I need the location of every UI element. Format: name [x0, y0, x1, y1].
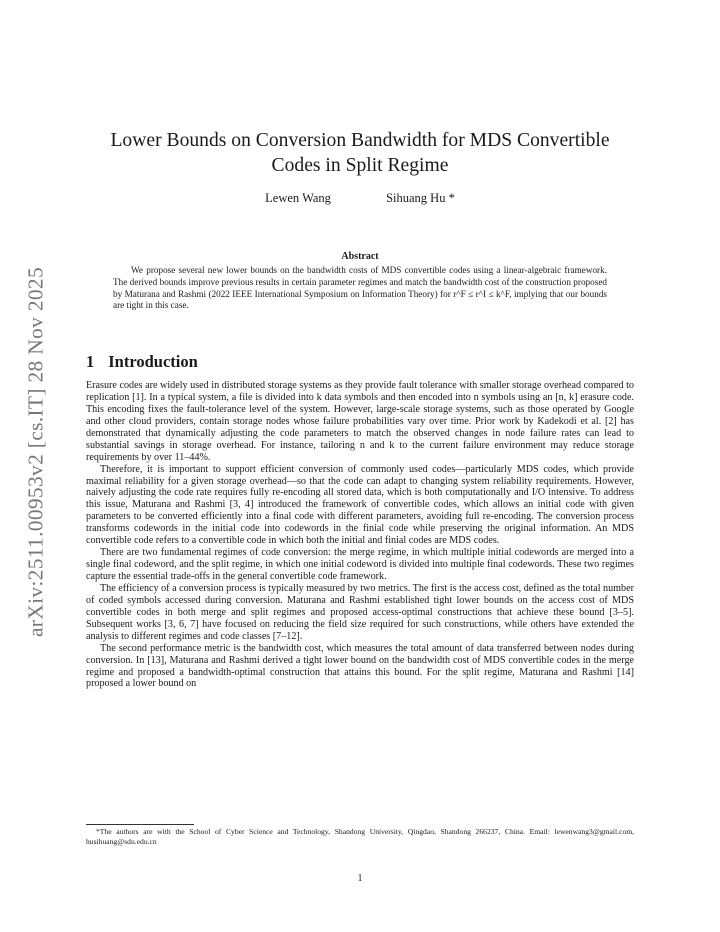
- section-heading: [86, 352, 198, 372]
- arxiv-id: arXiv:2511.00953v2 [cs.IT] 28 Nov 2025: [23, 266, 48, 638]
- paper-title: Lower Bounds on Conversion Bandwidth for MDS Convertible Codes in Split Regime: [110, 130, 610, 176]
- paragraph: The second performance metric is the bandwidth cost, which measures the total amount of data transferred between nodes during conversion. In [13], Maturana and Rashmi derived a tight lower bound on the bandwidth cost of MDS convertible codes in the merge regime and proposed a bandwidth-optimal construction that attains this bound. For the split regime, Maturana and Rashmi [14] proposed a lower bound on: [86, 642, 634, 690]
- paragraph: There are two fundamental regimes of code conversion: the merge regime, in which multiple initial codewords are merged into a single final codeword, and the split regime, in which one initial codeword is divided into multiple final codewords. These two regimes capture the essential trade-offs in the general convertible code framework.: [86, 547, 634, 582]
- paragraph: Therefore, it is important to support efficient conversion of commonly used codes—particularly MDS codes, which provide maximal reliability for a given storage overhead—so that the code can adapt to changing system reliability requirements. However, naively adjusting the code rate requires fully re-encoding all stored data, which is both computationally and I/O intensive. To address this issue, Maturana and Rashmi [3, 4] introduced the framework of convertible codes, which allows an initial code with given parameters to be converted efficiently into a final code with different parameters, avoiding full re-encoding. The conversion process transforms codewords in the initial code into codewords in the finial code while preserving the original information. An MDS convertible code refers to a convertible code in which both the initial and finial codes are MDS codes.: [86, 463, 634, 547]
- paragraph: Erasure codes are widely used in distributed storage systems as they provide fault tolerance with smaller storage overhead compared to replication [1]. In a typical system, a file is divided into k data symbols and then encoded into n symbols using an [n, k] erasure code. This encoding fixes the fault-tolerance level of the system. However, large-scale storage systems, such as those operated by Google and other cloud providers, contain storage nodes whose failure probabilities vary over time. Prior work by Kadekodi et al. [2] has demonstrated that dynamically adjusting the code parameters to match the observed changes in node failure rates can lead to substantial savings in storage overhead. For instance, tailoring n and k to the current failure environment may reduce storage requirements by over 11–44%.: [86, 380, 634, 463]
- arxiv-sidebar-stamp: [14, 262, 58, 642]
- section-title: Introduction: [108, 352, 198, 371]
- author-list: [86, 191, 634, 206]
- author-name: Sihuang Hu *: [386, 191, 455, 205]
- footnote: *The authors are with the School of Cyber Science and Technology, Shandong University, Qingdao, Shandong 266237, China. Email: lewenwang3@gmail.com, husihuang@sdu.edu.cn: [86, 827, 634, 846]
- footnote-rule: [86, 824, 194, 825]
- paragraph: The efficiency of a conversion process is typically measured by two metrics. The first is the access cost, defined as the total number of coded symbols accessed during conversion. Maturana and Rashmi established tight lower bounds on the access cost of MDS convertible codes in both merge and split regimes and proposed access-optimal constructions that achieve these bound [3–5]. Subsequent works [3, 6, 7] have focused on reducing the field size required for such constructions, while others have extended the analysis to different regimes and code classes [7–12].: [86, 582, 634, 642]
- abstract-heading: Abstract: [341, 251, 379, 262]
- page-number: 1: [357, 873, 363, 884]
- section-number: 1: [86, 352, 95, 371]
- abstract-text: We propose several new lower bounds on the bandwidth costs of MDS convertible codes using a linear-algebraic framework. The derived bounds improve previous results in certain parameter regimes and match the bandwidth cost of the construction proposed by Maturana and Rashmi (2022 IEEE International Symposium on Information Theory) for r^F ≤ r^I ≤ k^F, implying that our bounds are tight in this case.: [113, 265, 607, 311]
- author-name: Lewen Wang: [265, 191, 331, 205]
- body-text: [86, 380, 634, 690]
